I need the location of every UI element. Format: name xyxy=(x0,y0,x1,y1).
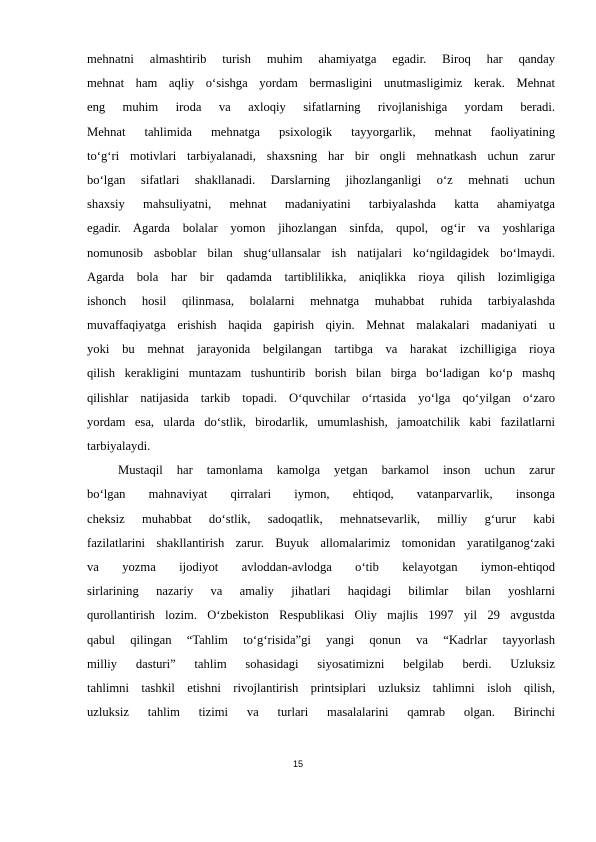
text-line: tarbiyalaydi. xyxy=(87,439,151,453)
paragraph-2 xyxy=(87,458,555,724)
text-line: tahlimni tashkil etishni rivojlantirish printsiplari uzluksiz tahlimni isloh qilish, xyxy=(87,680,555,695)
text-line: eng muhim iroda va axloqiy sifatlarning rivojlanishiga yordam beradi. xyxy=(87,100,555,115)
text-line: ishonch hosil qilinmasa, bolalarni mehnatga muhabbat ruhida tarbiyalashda xyxy=(87,293,555,308)
text-line: qabul qilingan “Tahlim to‘g‘risida”gi yangi qonun va “Kadrlar tayyorlash xyxy=(87,632,555,647)
text-line: cheksiz muhabbat do‘stlik, sadoqatlik, mehnatsevarlik, milliy g‘urur kabi xyxy=(87,511,555,526)
text-line: nomunosib asboblar bilan shug‘ullansalar ish natijalari ko‘ngildagidek bo‘lmaydi. xyxy=(87,245,555,260)
text-line: va yozma ijodiyot avloddan-avlodga o‘tib kelayotgan iymon-ehtiqod xyxy=(87,559,555,574)
text-line: muvaffaqiyatga erishish haqida gapirish qiyin. Mehnat malakalari madaniyati u xyxy=(87,318,555,333)
text-line: Mustaqil har tamonlama kamolga yetgan barkamol inson uchun zarur xyxy=(118,463,555,478)
text-line: mehnatni almashtirib turish muhim ahamiyatga egadir. Biroq har qanday xyxy=(87,52,555,66)
text-line: milliy dasturi” tahlim sohasidagi siyosatimizni belgilab berdi. Uzluksiz xyxy=(87,656,555,671)
text-line: bo‘lgan sifatlari shakllanadi. Darslarning jihozlanganligi o‘z mehnati uchun xyxy=(87,172,555,187)
text-line: uzluksiz tahlim tizimi va turlari masalalarini qamrab olgan. Birinchi xyxy=(87,705,555,720)
text-line: fazilatlarini shakllantirish zarur. Buyuk allomalarimiz tomonidan yaratilganog‘zaki xyxy=(87,535,555,550)
text-line: egadir. Agarda bolalar yomon jihozlangan sinfda, qupol, og‘ir va yoshlariga xyxy=(87,221,555,236)
text-line: qurollantirish lozim. O‘zbekiston Respublikasi Oliy majlis 1997 yil 29 avgustda xyxy=(87,608,555,623)
text-line: mehnat ham aqliy o‘sishga yordam bermasligini unutmasligimiz kerak. Mehnat xyxy=(87,76,555,91)
page-number: 15 xyxy=(292,759,303,769)
text-line: qilish kerakligini muntazam tushuntirib borish bilan birga bo‘ladigan ko‘p mashq xyxy=(87,366,555,381)
text-line: qilishlar natijasida tarkib topadi. O‘quvchilar o‘rtasida yo‘lga qo‘yilgan o‘zaro xyxy=(87,390,555,405)
paragraph-1 xyxy=(87,47,555,458)
text-line: bo‘lgan mahnaviyat qirralari iymon, ehtiqod, vatanparvarlik, insonga xyxy=(87,487,555,502)
text-line: yoki bu mehnat jarayonida belgilangan tartibga va harakat izchilligiga rioya xyxy=(87,342,555,357)
text-line: sirlarining nazariy va amaliy jihatlari haqidagi bilimlar bilan yoshlarni xyxy=(87,584,555,599)
text-line: Mehnat tahlimida mehnatga psixologik tayyorgarlik, mehnat faoliyatining xyxy=(87,124,555,139)
text-line: shaxsiy mahsuliyatni, mehnat madaniyatini tarbiyalashda katta ahamiyatga xyxy=(87,197,555,212)
text-line: to‘g‘ri motivlari tarbiyalanadi, shaxsning har bir ongli mehnatkash uchun zarur xyxy=(87,148,555,163)
text-line: yordam esa, ularda do‘stlik, birodarlik, umumlashish, jamoatchilik kabi fazilatlarni xyxy=(87,414,555,429)
text-line: Agarda bola har bir qadamda tartiblilikka, aniqlikka rioya qilish lozimligiga xyxy=(87,269,555,284)
body-text xyxy=(87,47,555,724)
